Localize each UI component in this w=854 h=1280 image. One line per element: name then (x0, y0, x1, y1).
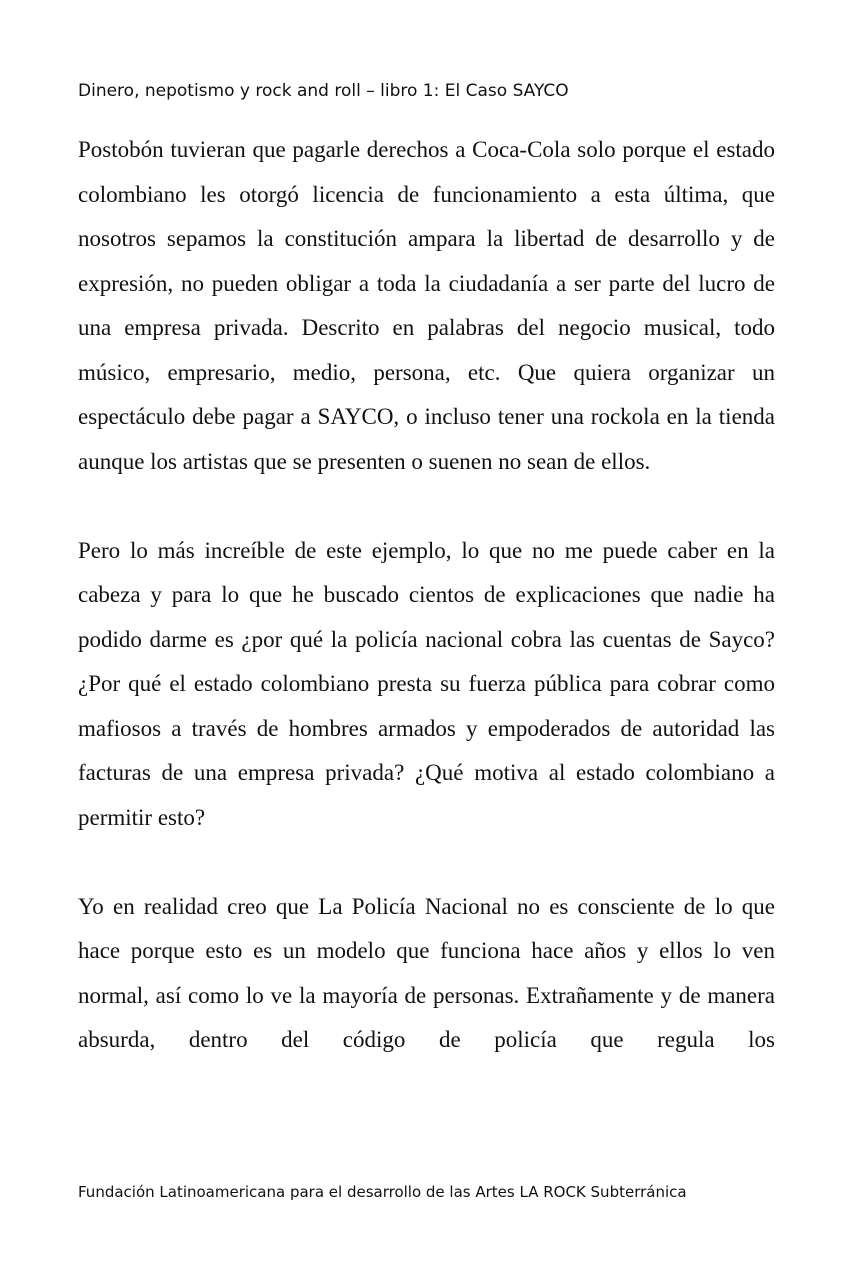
running-header: Dinero, nepotismo y rock and roll – libro 1: El Caso SAYCO (78, 81, 569, 101)
paragraph-2: Pero lo más increíble de este ejemplo, lo que no me puede caber en la cabeza y para lo que he buscado cientos de explicaciones que nadie ha podido darme es ¿por qué la policía nacional cobra las cuentas de Sayco? ¿Por qué el estado colombiano presta su fuerza pública para cobrar como mafiosos a través de hombres armados y empoderados de autoridad las facturas de una empresa privada? ¿Qué motiva al estado colombiano a permitir esto? (78, 537, 775, 830)
paragraph-1: Postobón tuvieran que pagarle derechos a Coca-Cola solo porque el estado colombiano les otorgó licencia de funcionamiento a esta última, que nosotros sepamos la constitución ampara la libertad de desarrollo y de expresión, no pueden obligar a toda la ciudadanía a ser parte del lucro de una empresa privada. Descrito en palabras del negocio musical, todo músico, empresario, medio, persona, etc. Que quiera organizar un espectáculo debe pagar a SAYCO, o incluso tener una rockola en la tienda aunque los artistas que se presenten o suenen no sean de ellos. (78, 137, 775, 474)
running-footer: Fundación Latinoamericana para el desarrollo de las Artes LA ROCK Subterránica (78, 1183, 687, 1201)
paragraph-3: Yo en realidad creo que La Policía Nacional no es consciente de lo que hace porque esto es un modelo que funciona hace años y ellos lo ven normal, así como lo ve la mayoría de personas. Extrañamente y de manera absurda, dentro del código de policía que regula los (78, 893, 775, 1052)
body-text (78, 128, 775, 1063)
